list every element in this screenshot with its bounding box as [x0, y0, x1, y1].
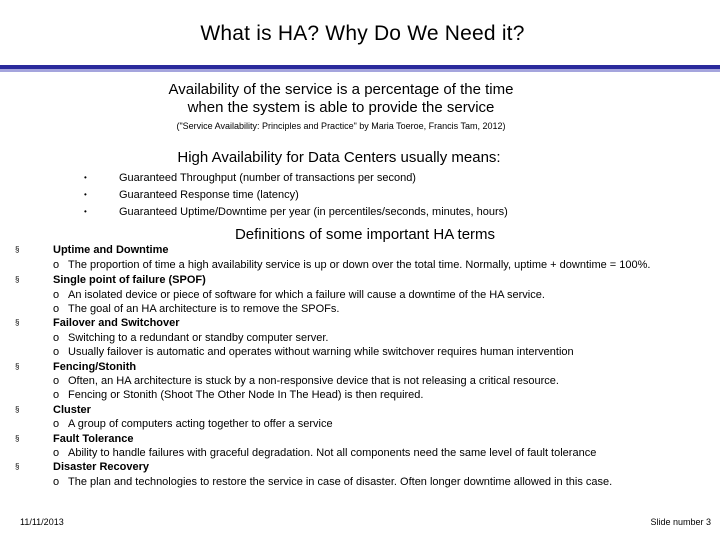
sub-bullet-icon: o [53, 375, 60, 387]
term-cluster: Cluster [53, 404, 91, 416]
section-bullet-icon: § [15, 462, 20, 471]
ha-heading: High Availability for Data Centers usually means: [177, 149, 501, 166]
term-detail: o Usually failover is automatic and operates without warning while switchover requires human intervention [53, 346, 574, 358]
term-detail: o A group of computers acting together to offer a service [53, 418, 333, 430]
section-bullet-icon: § [15, 362, 20, 371]
slide-title: What is HA? Why Do We Need it? [200, 22, 525, 45]
term-detail: o The proportion of time a high availability service is up or down over the total time. Normally, uptime + downtime = 100%. [53, 259, 651, 271]
availability-definition-line-2: when the system is able to provide the service [187, 99, 495, 116]
bullet-icon: • [84, 207, 87, 216]
sub-bullet-icon: o [53, 418, 60, 430]
sub-bullet-icon: o [53, 259, 60, 271]
section-bullet-icon: § [15, 405, 20, 414]
definitions-heading: Definitions of some important HA terms [234, 226, 496, 243]
sub-bullet-icon: o [53, 303, 60, 315]
sub-bullet-icon: o [53, 332, 60, 344]
section-bullet-icon: § [15, 245, 20, 254]
sub-bullet-icon: o [53, 447, 60, 459]
term-fencing-stonith: Fencing/Stonith [53, 361, 137, 373]
availability-definition-line-1: Availability of the service is a percentage of the time [168, 81, 514, 98]
term-fault-tolerance: Fault Tolerance [53, 433, 134, 445]
term-detail: o Often, an HA architecture is stuck by a non-responsive device that is not releasing a critical resource. [53, 375, 559, 387]
term-detail: o The plan and technologies to restore the service in case of disaster. Often longer downtime allowed in this case. [53, 476, 613, 488]
bullet-icon: • [84, 190, 87, 199]
term-disaster-recovery: Disaster Recovery [53, 461, 150, 473]
term-detail: o Ability to handle failures with graceful degradation. Not all components need the same level of fault tolerance [53, 447, 597, 459]
list-item-text: Guaranteed Uptime/Downtime per year (in percentiles/seconds, minutes, hours) [119, 206, 508, 218]
sub-bullet-icon: o [53, 289, 60, 301]
term-detail: o Switching to a redundant or standby computer server. [53, 332, 329, 344]
term-detail: o Fencing or Stonith (Shoot The Other Node In The Head) is then required. [53, 389, 424, 401]
list-item-text: Guaranteed Response time (latency) [119, 189, 299, 201]
slide-number: Slide number 3 [650, 517, 711, 527]
footer-date: 11/11/2013 [20, 517, 64, 527]
citation: ("Service Availability: Principles and Practice" by Maria Toeroe, Francis Tam, 2012) [176, 121, 506, 131]
section-bullet-icon: § [15, 434, 20, 443]
bullet-icon: • [84, 173, 87, 182]
sub-bullet-icon: o [53, 346, 60, 358]
term-detail: o The goal of an HA architecture is to remove the SPOFs. [53, 303, 340, 315]
term-uptime-downtime: Uptime and Downtime [53, 244, 169, 256]
term-failover-switchover: Failover and Switchover [53, 317, 180, 329]
list-item-text: Guaranteed Throughput (number of transactions per second) [119, 172, 416, 184]
term-spof: Single point of failure (SPOF) [53, 274, 206, 286]
sub-bullet-icon: o [53, 389, 60, 401]
section-bullet-icon: § [15, 318, 20, 327]
term-detail: o An isolated device or piece of software for which a failure will cause a downtime of the HA service. [53, 289, 545, 301]
section-bullet-icon: § [15, 275, 20, 284]
sub-bullet-icon: o [53, 476, 60, 488]
